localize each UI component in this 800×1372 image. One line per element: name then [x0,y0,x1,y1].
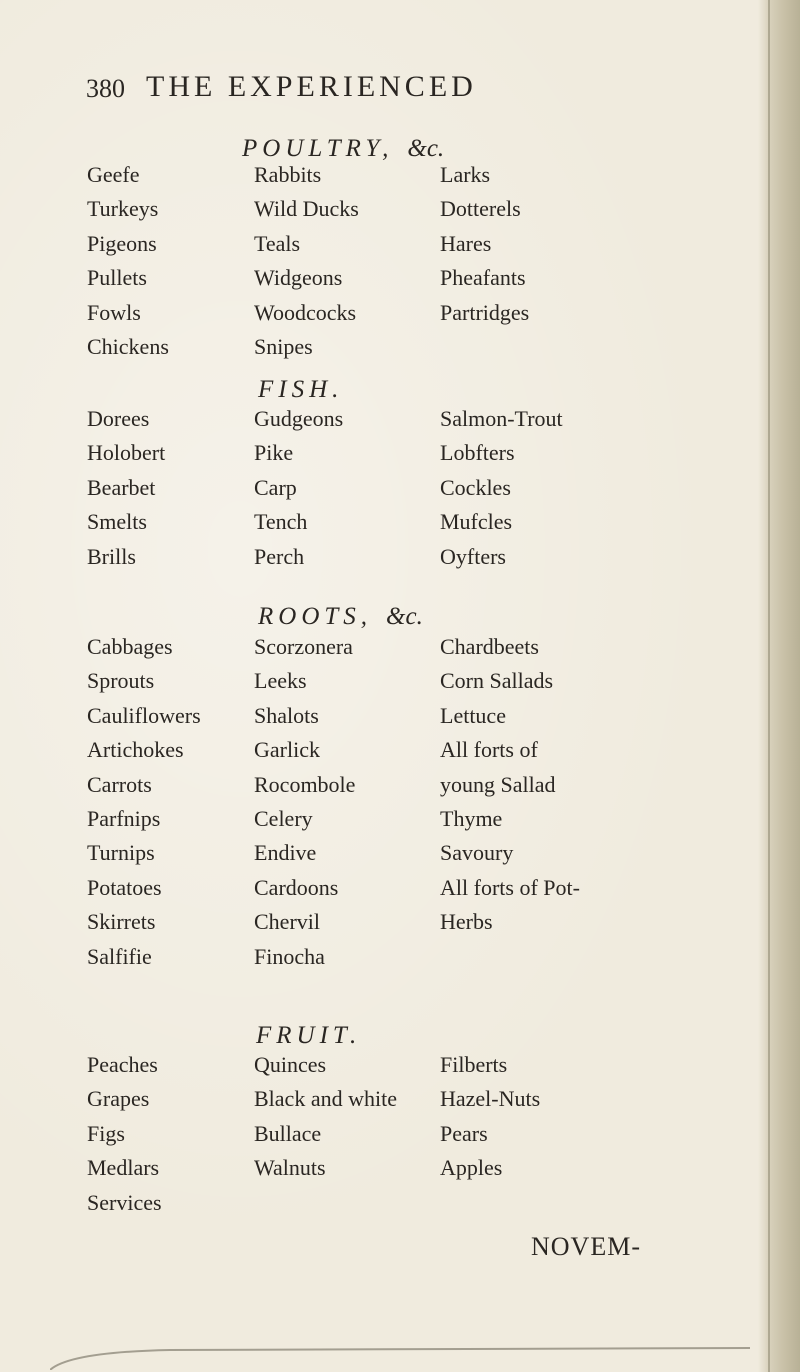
fish-heading: FISH. [258,376,344,403]
list-item: Cauliflowers [87,702,201,728]
list-item: Chardbeets [440,634,539,659]
list-item: Savoury [440,840,514,866]
list-item: Carp [254,474,297,500]
list-item: Figs [87,1120,125,1146]
fish-column-3 [440,402,563,574]
section-heading-roots [258,603,423,631]
poultry-heading: POULTRY, [242,135,394,162]
list-item: Peaches [87,1052,158,1077]
list-item: Rabbits [254,162,322,187]
list-item: Bearbet [87,474,156,500]
list-item: Snipes [254,334,313,360]
list-item: Corn Sallads [440,668,554,694]
list-item: Chervil [254,909,320,935]
list-item: Walnuts [254,1155,326,1181]
list-item: Bullace [254,1120,322,1146]
list-item: Widgeons [254,265,343,291]
list-item: Herbs [440,909,493,935]
list-item: Chickens [87,334,169,360]
list-item: Lettuce [440,702,506,728]
list-item: Dorees [87,406,150,431]
fish-column-2 [254,402,343,574]
list-item: Gudgeons [254,406,344,431]
list-item: Skirrets [87,909,156,935]
list-item: Wild Ducks [254,196,359,222]
list-item: All forts of [440,737,538,763]
roots-heading: ROOTS, [258,603,373,630]
list-item: Oyfters [440,543,506,569]
list-item: Thyme [440,806,503,832]
list-item: Salfifie [87,943,152,969]
list-item: Black and white [254,1086,397,1112]
list-item: Hares [440,230,492,256]
list-item: Endive [254,840,317,866]
list-item: Pullets [87,265,147,291]
roots-etc: &c. [386,603,423,630]
list-item: Brills [87,543,136,569]
page-number: 380 [86,74,125,103]
list-item: Smelts [87,509,147,535]
list-item: Teals [254,230,301,256]
list-item: All forts of Pot- [440,874,580,900]
list-item: Partridges [440,299,530,325]
roots-column-1 [87,630,201,974]
roots-column-2 [254,630,355,974]
fruit-column-2 [254,1048,397,1186]
list-item: Fowls [87,299,141,325]
catchword: NOVEM- [531,1232,641,1261]
list-item: Artichokes [87,737,184,763]
list-item: Filberts [440,1052,508,1077]
section-heading-fruit [256,1022,361,1050]
list-item: Pears [440,1120,488,1146]
fish-column-1 [87,402,165,574]
list-item: Salmon-Trout [440,406,563,431]
list-item: Garlick [254,737,320,763]
list-item: Rocombole [254,771,356,797]
list-item: Pike [254,440,294,466]
list-item: Grapes [87,1086,150,1112]
section-heading-fish [258,376,343,404]
list-item: Perch [254,543,305,569]
fruit-column-3 [440,1048,540,1186]
poultry-column-2 [254,158,359,364]
list-item: Quinces [254,1052,327,1077]
list-item: Dotterels [440,196,521,222]
list-item: Scorzonera [254,634,353,659]
bottom-page-curl [50,1340,750,1370]
list-item: Lobfters [440,440,515,466]
list-item: Mufcles [440,509,513,535]
list-item: Turnips [87,840,155,866]
list-item: Potatoes [87,874,162,900]
list-item: Hazel-Nuts [440,1086,541,1112]
running-title: THE EXPERIENCED [146,70,477,103]
list-item: Sprouts [87,668,155,694]
list-item: Woodcocks [254,299,357,325]
list-item: Pigeons [87,230,157,256]
list-item: Cabbages [87,634,173,659]
list-item: Cardoons [254,874,339,900]
list-item: Turkeys [87,196,159,222]
list-item: Geefe [87,162,140,187]
list-item: Pheafants [440,265,526,291]
fruit-column-1 [87,1048,162,1220]
list-item: Finocha [254,943,325,969]
list-item: Parfnips [87,806,161,832]
list-item: Leeks [254,668,307,694]
list-item: Holobert [87,440,166,466]
poultry-column-3 [440,158,529,330]
list-item: Tench [254,509,308,535]
list-item: Services [87,1189,162,1215]
fruit-heading: FRUIT. [256,1022,362,1049]
list-item: Cockles [440,474,511,500]
list-item: Shalots [254,702,319,728]
poultry-column-1 [87,158,169,364]
page-edge-shadow [758,0,800,1372]
running-header [86,70,686,110]
list-item: Carrots [87,771,152,797]
poultry-etc: &c. [407,135,445,162]
list-item: Apples [440,1155,503,1181]
list-item: young Sallad [440,771,556,797]
page-edge-line [768,0,770,1372]
roots-column-3 [440,630,580,940]
list-item: Medlars [87,1155,160,1181]
list-item: Celery [254,806,313,832]
list-item: Larks [440,162,491,187]
